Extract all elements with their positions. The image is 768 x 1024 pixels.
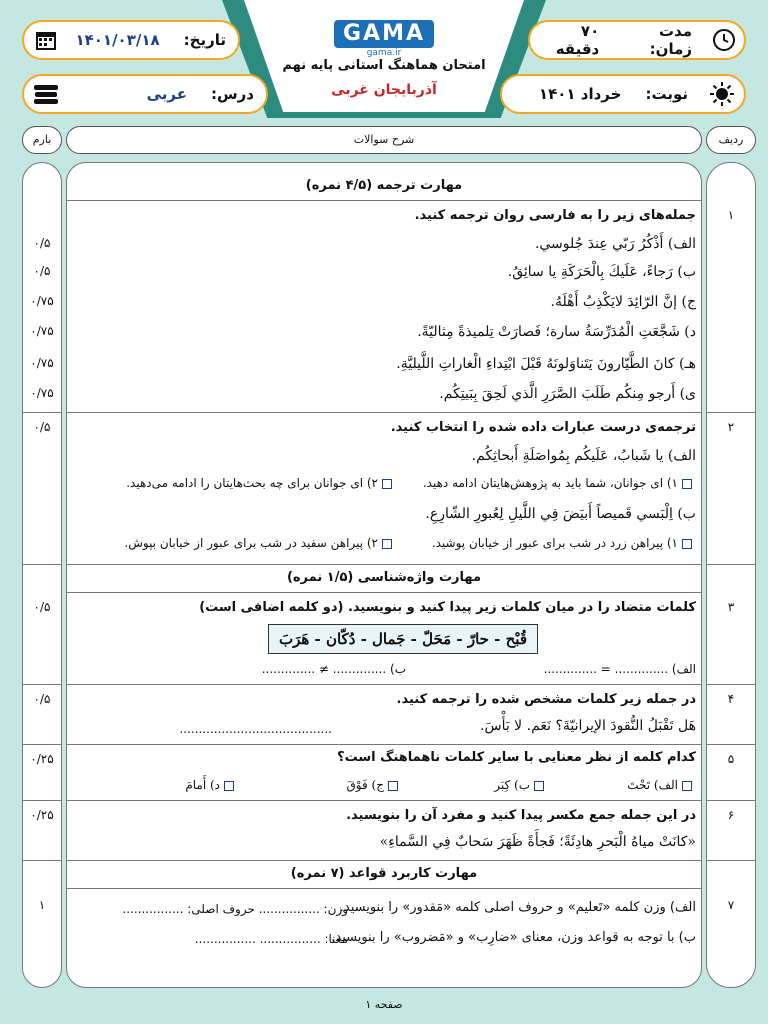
q2-a-text: الف) يا شَبابُ، عَلَيكُم بِمُواصَلَةِ أَبحاثِكُم. bbox=[471, 448, 696, 464]
q5-option-b-label: ب) كِبَر bbox=[494, 778, 530, 792]
row-divider bbox=[706, 800, 756, 801]
q1-item-c-score: ۰/۷۵ bbox=[30, 294, 54, 308]
checkbox-icon[interactable] bbox=[682, 781, 692, 791]
row-divider bbox=[66, 744, 702, 745]
q2-a-option-2-label: ۲) ای جوانان برای چه بحث‌هایتان را ادامه می‌دهید. bbox=[126, 476, 378, 490]
row-divider bbox=[706, 684, 756, 685]
col-score-label: بارم bbox=[22, 126, 62, 154]
q2-prompt: ترجمه‌ی درست عبارات داده شده را انتخاب کنید. bbox=[390, 420, 696, 435]
row-divider bbox=[706, 860, 756, 861]
subject-label: درس: bbox=[210, 85, 254, 103]
col-description-label: شرح سوالات bbox=[66, 126, 702, 154]
session-label: نوبت: bbox=[645, 85, 688, 103]
q7-score: ۱ bbox=[38, 898, 46, 912]
q4-sentence: هَل تَقْبَلُ النُّقودَ الإيرانيّةَ؟ نَعَم. لا بَأْسَ. bbox=[480, 718, 696, 734]
q5-option-d[interactable] bbox=[185, 778, 238, 792]
q7-a-text: الف) وزن کلمه «تَعليم» و حروف اصلی کلمه «مَقدور» را بنویسید. bbox=[339, 900, 696, 915]
q5-option-a[interactable] bbox=[627, 778, 696, 792]
q3-number: ۳ bbox=[727, 600, 735, 614]
q1-item-e: هـ) كانَ الطَّيّارونَ يَتَناوَلونَهُ قَبْلَ ابْتِداءِ الْغاراتِ اللَّيليَّةِ. bbox=[396, 356, 696, 372]
q4-prompt: در جمله زیر کلمات مشخص شده را ترجمه کنید. bbox=[396, 692, 696, 707]
row-divider bbox=[66, 412, 702, 413]
row-divider bbox=[22, 564, 62, 565]
exam-title: امتحان هماهنگ استانی پایه نهم bbox=[282, 58, 486, 73]
q6-sentence: «كانَتْ مياهُ الْبَحرِ هادِئَةً؛ فَجأَةً ظَهَرَ سَحابٌ فِي السَّماءِ» bbox=[379, 834, 696, 850]
checkbox-icon[interactable] bbox=[388, 781, 398, 791]
row-column bbox=[706, 162, 756, 988]
q7-b-fill[interactable]: معنا: ................ ................ bbox=[194, 932, 348, 946]
q2-a-option-1-label: ۱) ای جوانان، شما باید به پژوهش‌هایتان ادامه دهید. bbox=[422, 476, 678, 490]
q7-number: ۷ bbox=[727, 898, 735, 912]
section-vocab-title: مهارت واژه‌شناسی (۱/۵ نمره) bbox=[286, 570, 482, 585]
checkbox-icon[interactable] bbox=[682, 539, 692, 549]
checkbox-icon[interactable] bbox=[382, 539, 392, 549]
row-divider bbox=[22, 412, 62, 413]
section-grammar-title: مهارت کاربرد قواعد (۷ نمره) bbox=[290, 866, 478, 881]
session-pill bbox=[500, 74, 746, 114]
books-icon bbox=[32, 80, 60, 108]
q1-item-f-score: ۰/۷۵ bbox=[30, 386, 54, 400]
q2-b-option-2-label: ۲) پیراهن سفید در شب برای عبور از خیابان بپوش. bbox=[124, 536, 378, 550]
section-translation-title: مهارت ترجمه (۴/۵ نمره) bbox=[305, 178, 463, 193]
score-column bbox=[22, 162, 62, 988]
q5-prompt: کدام کلمه از نظر معنایی با سایر کلمات ناهماهنگ است؟ bbox=[337, 750, 696, 765]
calendar-icon bbox=[32, 26, 60, 54]
q5-option-d-label: د) أَمامَ bbox=[185, 778, 220, 792]
q2-a-option-2[interactable] bbox=[126, 476, 396, 490]
q3-word-box: قُبْح - حارّ - مَحَلّ - جَمال - دُكّان - هَرَبَ bbox=[268, 624, 538, 654]
q2-b-text: ب) اِلْبَسي قَميصاً أَبيَضَ فِي اللَّيلِ لِعُبورِ الشّارِعِ. bbox=[425, 506, 696, 522]
q4-number: ۴ bbox=[727, 692, 735, 706]
session-value: خرداد ۱۴۰۱ bbox=[538, 85, 622, 103]
q6-score: ۰/۲۵ bbox=[30, 808, 54, 822]
q4-score: ۰/۵ bbox=[33, 692, 51, 706]
row-divider bbox=[66, 592, 702, 593]
logo-url: gama.ir bbox=[366, 48, 402, 58]
q7-a-fill[interactable]: وزن: ................ حروف اصلی: ................ bbox=[122, 902, 348, 916]
row-divider bbox=[706, 744, 756, 745]
q5-number: ۵ bbox=[727, 752, 735, 766]
q3-blank-b[interactable]: ب) .............. ≠ .............. bbox=[261, 662, 406, 676]
q4-answer-blank[interactable]: ........................................ bbox=[179, 722, 332, 736]
q2-b-option-2[interactable] bbox=[124, 536, 396, 550]
q5-option-b[interactable] bbox=[494, 778, 548, 792]
row-divider bbox=[66, 800, 702, 801]
date-label: تاریخ: bbox=[183, 31, 226, 49]
q1-item-d: د) شَجَّعَتِ الْمُدَرِّسَةُ سارة؛ فَصارَتْ تِلميذةً مِثاليّةً. bbox=[417, 324, 696, 340]
q1-item-e-score: ۰/۷۵ bbox=[30, 356, 54, 370]
q2-b-option-1[interactable] bbox=[432, 536, 696, 550]
row-divider bbox=[66, 200, 702, 201]
row-divider bbox=[22, 744, 62, 745]
col-row-label: ردیف bbox=[706, 126, 756, 154]
sun-icon bbox=[708, 80, 736, 108]
row-divider bbox=[66, 888, 702, 889]
q1-item-a-score: ۰/۵ bbox=[33, 236, 51, 250]
q6-prompt: در این جمله جمع مکسر پیدا کنید و مفرد آن را بنویسید. bbox=[346, 808, 696, 823]
q5-option-a-label: الف) تَحْتَ bbox=[627, 778, 678, 792]
q5-option-c-label: ج) فَوْقَ bbox=[346, 778, 384, 792]
q2-number: ۲ bbox=[727, 420, 735, 434]
q1-number: ۱ bbox=[727, 208, 735, 222]
clock-icon bbox=[712, 26, 736, 54]
q3-prompt: کلمات متضاد را در میان کلمات زیر پیدا کنید و بنویسید. (دو کلمه اضافی است) bbox=[199, 600, 696, 615]
exam-region: آذربایجان غربی bbox=[331, 82, 437, 98]
checkbox-icon[interactable] bbox=[224, 781, 234, 791]
row-divider bbox=[22, 684, 62, 685]
q5-option-c[interactable] bbox=[347, 778, 403, 792]
date-pill bbox=[22, 20, 240, 60]
row-divider bbox=[22, 860, 62, 861]
checkbox-icon[interactable] bbox=[682, 479, 692, 489]
q7-b-text: ب) با توجه به قواعد وزن، معنای «ضارِب» و «مَضروب» را بنویسید. bbox=[331, 930, 696, 945]
duration-pill bbox=[528, 20, 746, 60]
gama-logo: GAMA bbox=[334, 20, 434, 48]
q1-item-b-score: ۰/۵ bbox=[33, 264, 51, 278]
q6-number: ۶ bbox=[727, 808, 735, 822]
checkbox-icon[interactable] bbox=[382, 479, 392, 489]
row-divider bbox=[22, 800, 62, 801]
q3-blank-a[interactable]: الف) .............. = .............. bbox=[543, 662, 696, 676]
checkbox-icon[interactable] bbox=[534, 781, 544, 791]
date-value: ۱۴۰۱/۰۳/۱۸ bbox=[75, 31, 160, 49]
row-divider bbox=[706, 564, 756, 565]
q3-score: ۰/۵ bbox=[33, 600, 51, 614]
duration-value: ۷۰ دقیقه bbox=[555, 22, 600, 58]
subject-pill bbox=[22, 74, 268, 114]
q2-score: ۰/۵ bbox=[33, 420, 51, 434]
q5-score: ۰/۲۵ bbox=[30, 752, 54, 766]
q1-item-c: ج) إنَّ الرّائِدَ لايَكْذِبُ أَهْلَهُ. bbox=[550, 294, 696, 310]
page-number: صفحه ۱ bbox=[365, 998, 403, 1011]
q1-item-b: ب) رَجاءً، عَلَيكَ بِالْحَرَكَةِ يا سائِقُ. bbox=[507, 264, 696, 280]
q1-prompt: جمله‌های زیر را به فارسی روان ترجمه کنید. bbox=[414, 208, 696, 223]
duration-label: مدت زمان: bbox=[649, 22, 692, 58]
subject-value: عربی bbox=[146, 85, 187, 103]
row-divider bbox=[706, 412, 756, 413]
q2-b-option-1-label: ۱) پیراهن زرد در شب برای عبور از خیابان پوشید. bbox=[431, 536, 678, 550]
q1-item-f: ی) أَرجو مِنكُم طَلَبَ الصَّرَرِ الَّذي لَحِقَ بِبَيتِكُم. bbox=[439, 386, 696, 402]
row-divider bbox=[66, 684, 702, 685]
q2-a-option-1[interactable] bbox=[423, 476, 696, 490]
q1-item-a: الف) أَذْكُرُ رَبّي عِندَ جُلوسي. bbox=[534, 236, 696, 252]
q1-item-d-score: ۰/۷۵ bbox=[30, 324, 54, 338]
